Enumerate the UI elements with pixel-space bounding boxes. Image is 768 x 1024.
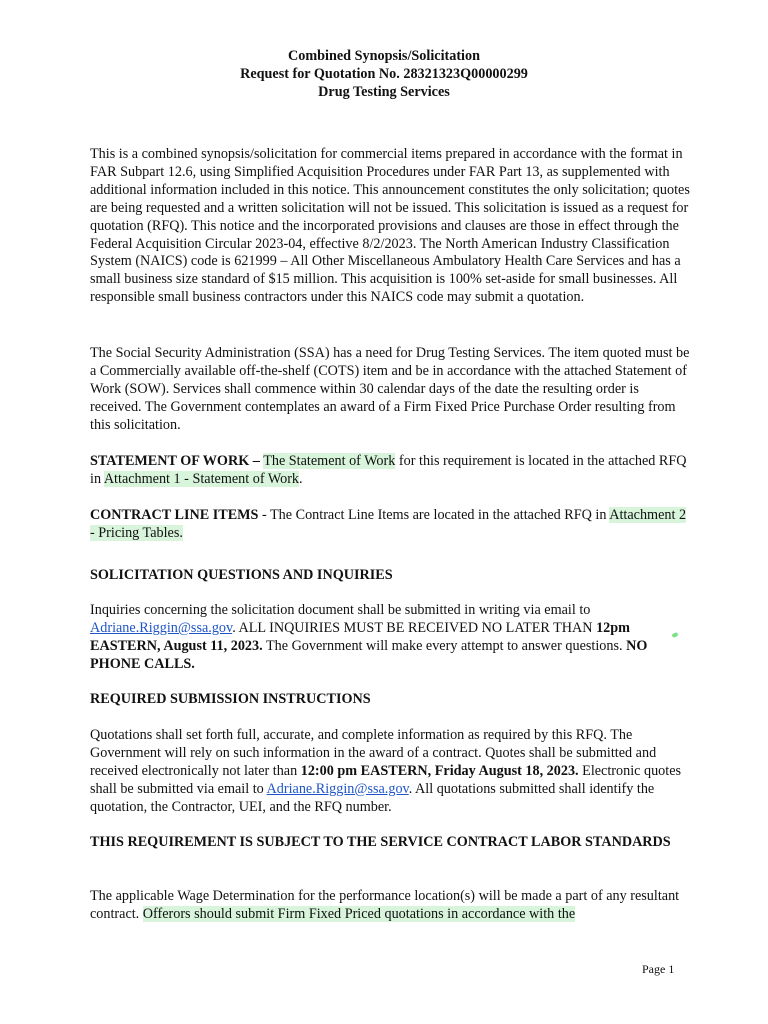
sow-highlight-2: Attachment 1 - Statement of Work [103, 470, 300, 487]
questions-text: Inquiries concerning the solicitation document shall be submitted in writing via email to [90, 602, 591, 618]
questions-heading: SOLICITATION QUESTIONS AND INQUIRIES [90, 567, 393, 583]
header-title: Combined Synopsis/Solicitation [288, 48, 480, 64]
questions-deadline: 12pm EASTERN, August 11, 2023. [90, 619, 630, 654]
sow-paragraph [90, 453, 690, 489]
clin-highlight: Attachment 2 - Pricing Tables. [90, 507, 687, 541]
sow-highlight-1: The Statement of Work [263, 453, 396, 469]
questions-email-link[interactable]: Adriane.Riggin@ssa.gov [90, 619, 233, 636]
labor-text: The applicable Wage Determination for the performance location(s) will be made a part of any resultant contract. [90, 888, 680, 922]
submission-heading: REQUIRED SUBMISSION INSTRUCTIONS [90, 691, 371, 707]
header-subject: Drug Testing Services [318, 84, 450, 100]
need-paragraph [90, 345, 690, 435]
sow-label: STATEMENT OF WORK – [90, 453, 260, 469]
labor-paragraph [90, 888, 690, 924]
header-rfq-number: Request for Quotation No. 28321323Q00000299 [240, 66, 528, 82]
questions-paragraph [90, 602, 690, 674]
submission-deadline: 12:00 pm EASTERN, Friday August 18, 2023. [300, 762, 579, 779]
submission-paragraph [90, 727, 690, 817]
submission-email-link[interactable]: Adriane.Riggin@ssa.gov [266, 780, 409, 797]
need-text: The Social Security Administration (SSA) has a need for Drug Testing Services. The item quoted must be a Commercially available off-the-shelf (COTS) item and be in accordance with the attached Statement of Work (SOW). Services shall commence within 30 calendar days of the date the resulting order is received. The Government contemplates an award of a Firm Fixed Price Purchase Order resulting from this solicitation. [90, 345, 690, 433]
page-number: Page 1 [642, 962, 675, 976]
intro-paragraph [90, 146, 690, 307]
submission-text-2: Electronic quotes shall be submitted via email to [90, 762, 682, 797]
sow-end: . [299, 470, 303, 487]
questions-text-2: The Government will make every attempt to answer questions. [262, 637, 627, 654]
questions-deadline-intro: . ALL INQUIRIES MUST BE RECEIVED NO LATER THAN [232, 619, 597, 636]
labor-heading: THIS REQUIREMENT IS SUBJECT TO THE SERVICE CONTRACT LABOR STANDARDS [90, 834, 671, 850]
document-header [0, 47, 768, 101]
clin-paragraph [90, 507, 690, 543]
clin-label: CONTRACT LINE ITEMS [90, 507, 259, 523]
submission-text-3: . All quotations submitted shall identify the quotation, the Contractor, UEI, and the RFQ number. [90, 780, 655, 815]
sow-text: for this requirement is located in the attached RFQ in [90, 453, 687, 487]
no-phone-calls: NO PHONE CALLS. [90, 637, 648, 672]
clin-text: - The Contract Line Items are located in the attached RFQ in [258, 507, 610, 523]
submission-text: Quotations shall set forth full, accurate, and complete information as required by this RFQ. The Government will rely on such information in the award of a contract. Quotes shall be submitted and received electronically not later than [90, 727, 657, 779]
intro-text: This is a combined synopsis/solicitation for commercial items prepared in accordance with the format in FAR Subpart 12.6, using Simplified Acquisition Procedures under FAR Part 13, as supplemented with additional information included in this notice. This announcement constitutes the only solicitation; quotes are being requested and a written solicitation will not be issued. This solicitation is issued as a request for quotation (RFQ). This notice and the incorporated provisions and clauses are those in effect through the Federal Acquisition Circular 2023-04, effective 8/2/2023. The North American Industry Classification System (NAICS) code is 621999 – All Other Miscellaneous Ambulatory Health Care Services and has a small business size standard of $15 million. This acquisition is 100% set-aside for small businesses. All responsible small business contractors under this NAICS code may submit a quotation. [90, 146, 690, 306]
labor-highlight: Offerors should submit Firm Fixed Priced quotations in accordance with the [142, 905, 576, 922]
